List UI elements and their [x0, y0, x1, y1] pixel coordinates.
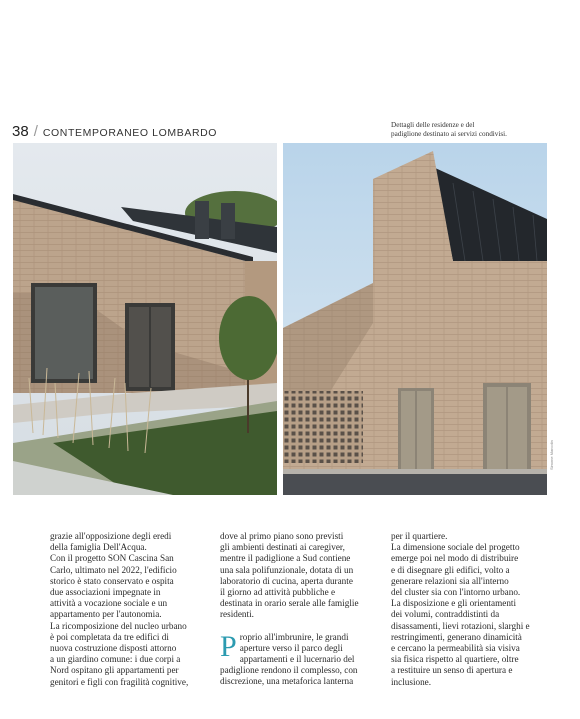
text-line: a un giardino comune: i due corpi a [50, 654, 181, 665]
text-line: il giorno ad attività pubbliche e [220, 587, 336, 598]
text-line: discrezione, una metaforica lanterna [220, 676, 354, 687]
text-line: è poi completata da tre edifici di [50, 631, 169, 642]
text-line: del cluster sia con l'intorno urbano. [391, 587, 521, 598]
text-line: roprio all'imbrunire, le grandi [239, 631, 349, 642]
text-line: nuova costruzione disposti attorno [50, 643, 177, 654]
text-line: una sala polifunzionale, dotata di un [220, 564, 354, 575]
text-line: La disposizione e gli orientamenti [391, 598, 517, 609]
text-line: destinata in orario serale alle famiglie [220, 598, 359, 609]
caption-line: padiglione destinato ai servizi condivisi. [391, 129, 507, 138]
text-line: grazie all'opposizione degli eredi [50, 531, 172, 541]
photo-caption [391, 121, 531, 138]
section-title: CONTEMPORANEO LOMBARDO [42, 127, 218, 139]
text-line: sia fisica rispetto al quartiere, oltre [391, 654, 519, 665]
pavilion-illustration [283, 143, 547, 495]
text-line: disassamenti, lievi rotazioni, slarghi e [391, 620, 530, 631]
text-line: laboratorio di cucina, aperta durante [220, 575, 353, 586]
page-number: 38 [12, 123, 29, 140]
text-column-1 [50, 531, 206, 688]
photo-pavilion [283, 143, 547, 495]
text-line: inclusione. [391, 676, 432, 687]
text-line: e cercano la permeabilità sia visiva [391, 643, 520, 654]
text-line: dei volumi, contraddistinti da [391, 609, 500, 620]
caption-line: Dettagli delle residenze e del [391, 121, 475, 129]
text-column-2 [220, 531, 376, 688]
text-line: a restituire un senso di apertura e [391, 665, 513, 676]
text-line: La dimensione sociale del progetto [391, 542, 520, 553]
text-line: della famiglia Dell'Acqua. [50, 542, 147, 553]
text-line: aperture verso il parco degli [239, 642, 343, 653]
text-line: dove al primo piano sono previsti [220, 531, 344, 541]
text-line: generare relazioni sia all'interno [391, 575, 509, 586]
text-line: emerge poi nel modo di distribuire [391, 553, 519, 564]
text-line: gli ambienti destinati ai caregiver, [220, 542, 345, 553]
residences-illustration [13, 143, 277, 495]
paragraph-with-dropcap [220, 629, 376, 688]
text-line: Carlo, ultimato nel 2022, l'edificio [50, 564, 177, 575]
text-line: La ricomposizione del nucleo urbano [50, 620, 187, 631]
text-line: Con il progetto SON Cascina San [50, 553, 174, 564]
text-line: appartamento per l'autonomia. [50, 609, 162, 620]
text-line: padiglione rendono il complesso, con [220, 665, 358, 676]
drop-cap: P [220, 629, 237, 663]
page-header [12, 123, 217, 140]
header-separator: / [33, 123, 38, 140]
text-line: mentre il padiglione a Sud contiene [220, 553, 351, 564]
text-line: per il quartiere. [391, 531, 448, 541]
text-line: storico è stato conservato e ospita [50, 575, 174, 586]
text-line: genitori e figli con fragilità cognitive, [50, 676, 189, 687]
text-line: appartamenti e il lucernario del [239, 654, 355, 665]
text-line: attività a vocazione sociale e un [50, 598, 168, 609]
photo-residences [13, 143, 277, 495]
text-line: e di disegnare gli edifici, volto a [391, 564, 510, 575]
text-column-3 [391, 531, 547, 688]
text-line: Nord ospitano gli appartamenti per [50, 665, 179, 676]
text-line: due associazioni impegnate in [50, 587, 161, 598]
text-line: restringimenti, generano dinamicità [391, 631, 522, 642]
text-line: residenti. [220, 609, 254, 620]
photo-credit: Simone Marcolin [549, 440, 554, 470]
